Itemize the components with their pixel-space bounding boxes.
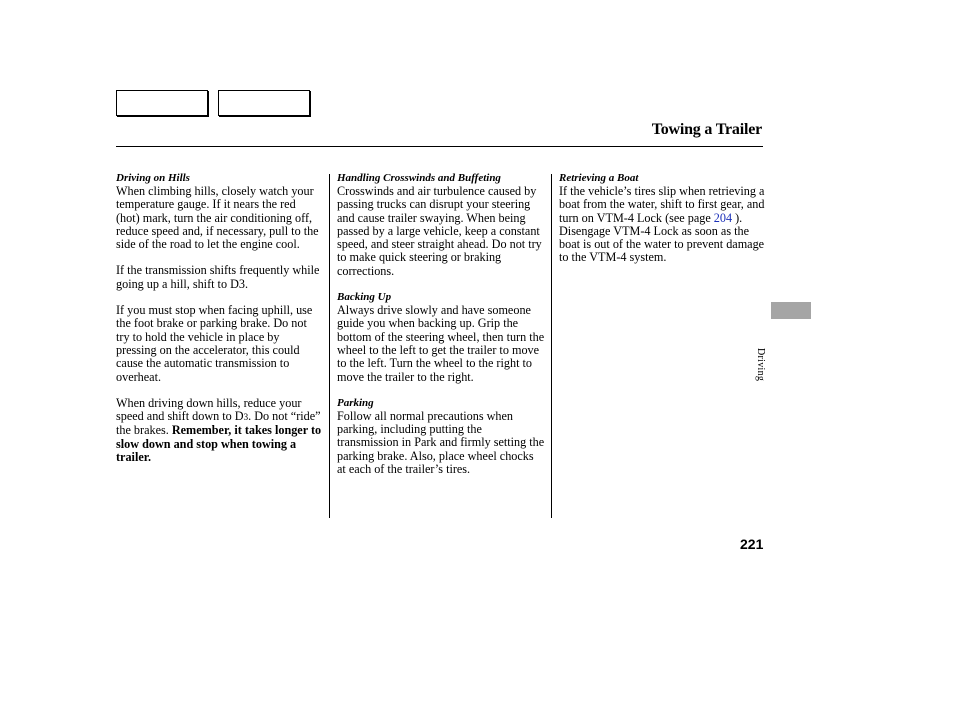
column-divider [329, 174, 330, 518]
section-heading-retrieving-a-boat: Retrieving a Boat [559, 172, 639, 184]
paragraph: When climbing hills, closely watch your temperature gauge. If it nears the red (hot) mark, turn the air conditioning off, reduce speed and, if necessary, pull to the side of the road to let the engine cool. [116, 184, 319, 252]
section-tab-label: Driving [755, 348, 766, 382]
paragraph: If the transmission shifts frequently while going up a hill, shift to D3. [116, 263, 320, 291]
paragraph-text: . Do not “ride” the brakes. [116, 409, 321, 438]
column-3 [559, 172, 765, 278]
section-heading-crosswinds: Handling Crosswinds and Buffeting [337, 172, 501, 184]
column-divider [551, 174, 552, 518]
section-tab[interactable] [771, 302, 811, 319]
paragraph: Crosswinds and air turbulence caused by passing trucks can disrupt your steering and cause trailer swaying. When being passed by a large vehicle, keep a constant speed, and steer straight ahead. Do not try to make quick steering or braking corrections. [337, 184, 542, 278]
paragraph: Follow all normal precautions when parking, including putting the transmission in Park and firmly setting the parking brake. Also, place wheel chocks at each of the trailer’s tires. [337, 408, 545, 477]
warning-text: Remember, it takes longer to slow down and stop when towing a trailer. [116, 423, 322, 465]
gear-subscript: 3 [243, 412, 249, 423]
page-title: Towing a Trailer [651, 121, 762, 138]
paragraph-text: If the vehicle’s tires slip when retrieving a boat from the water, shift to first gear, and turn on VTM-4 Lock (see page [559, 184, 765, 225]
paragraph: If you must stop when facing uphill, use the foot brake or parking brake. Do not try to hold the vehicle in place by pressing on the accelerator, this could cause the automatic transmission to overheat. [116, 303, 313, 384]
paragraph [559, 185, 765, 265]
column-1 [116, 172, 322, 477]
nav-button-1[interactable] [116, 90, 208, 116]
section-heading-driving-on-hills: Driving on Hills [116, 172, 190, 184]
paragraph-text: ). Disengage VTM-4 Lock as soon as the boat is out of the water to prevent damage to the VTM-4 system. [559, 210, 765, 265]
page-link[interactable]: 204 [713, 210, 733, 225]
section-heading-backing-up: Backing Up [337, 291, 392, 304]
column-2 [337, 172, 545, 489]
nav-button-2[interactable] [218, 90, 310, 116]
paragraph-text: When driving down hills, reduce your speed and shift down to D [116, 395, 302, 424]
section-heading-parking: Parking [337, 396, 374, 409]
paragraph: Always drive slowly and have someone guide you when backing up. Grip the bottom of the steering wheel, then turn the wheel to the left to get the trailer to move to the left. Turn the wheel to the right to move the trailer to the right. [337, 303, 545, 384]
page-number: 221 [740, 536, 764, 552]
paragraph [116, 397, 322, 464]
title-rule [116, 146, 763, 147]
